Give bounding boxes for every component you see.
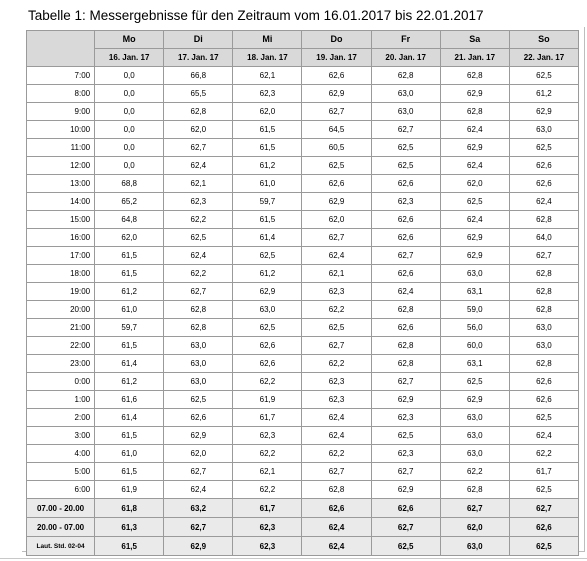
measurement-cell: 62,4 <box>371 283 440 301</box>
table-row <box>27 265 579 283</box>
measurement-cell: 61,2 <box>95 373 164 391</box>
measurement-cell: 62,6 <box>509 373 578 391</box>
table-row <box>27 409 579 427</box>
table-row <box>27 463 579 481</box>
day-name: So <box>509 31 578 49</box>
measurement-cell: 62,8 <box>371 355 440 373</box>
measurement-cell: 62,5 <box>509 67 578 85</box>
measurement-cell: 61,5 <box>233 139 302 157</box>
measurement-cell: 62,5 <box>440 373 509 391</box>
measurement-cell: 62,5 <box>233 319 302 337</box>
measurement-cell: 61,7 <box>233 409 302 427</box>
measurement-cell: 61,0 <box>95 445 164 463</box>
summary-cell: 61,3 <box>95 518 164 537</box>
day-date: 17. Jan. 17 <box>164 49 233 67</box>
summary-cell: 62,5 <box>371 537 440 556</box>
measurement-table <box>26 30 579 556</box>
hour-label: 7:00 <box>27 67 95 85</box>
measurement-cell: 63,0 <box>440 409 509 427</box>
measurement-cell: 62,4 <box>509 427 578 445</box>
measurement-cell: 62,1 <box>302 265 371 283</box>
measurement-cell: 62,8 <box>509 283 578 301</box>
hour-label: 15:00 <box>27 211 95 229</box>
measurement-cell: 62,6 <box>371 319 440 337</box>
measurement-cell: 62,9 <box>233 283 302 301</box>
measurement-cell: 62,1 <box>233 67 302 85</box>
measurement-cell: 62,3 <box>371 193 440 211</box>
measurement-cell: 62,9 <box>302 193 371 211</box>
hour-label: 22:00 <box>27 337 95 355</box>
hour-label: 12:00 <box>27 157 95 175</box>
header-row-dates <box>27 49 579 67</box>
measurement-cell: 62,4 <box>302 409 371 427</box>
measurement-cell: 63,1 <box>440 355 509 373</box>
summary-cell: 62,6 <box>509 518 578 537</box>
measurement-cell: 62,2 <box>302 355 371 373</box>
measurement-cell: 59,7 <box>233 193 302 211</box>
day-date: 21. Jan. 17 <box>440 49 509 67</box>
measurement-cell: 66,8 <box>164 67 233 85</box>
measurement-cell: 62,0 <box>95 229 164 247</box>
hour-label: 19:00 <box>27 283 95 301</box>
hour-label: 6:00 <box>27 481 95 499</box>
measurement-cell: 62,8 <box>440 67 509 85</box>
measurement-cell: 56,0 <box>440 319 509 337</box>
measurement-cell: 62,9 <box>440 391 509 409</box>
measurement-cell: 63,0 <box>371 85 440 103</box>
measurement-cell: 62,8 <box>164 103 233 121</box>
hour-label: 14:00 <box>27 193 95 211</box>
measurement-cell: 62,8 <box>371 67 440 85</box>
hour-label: 16:00 <box>27 229 95 247</box>
measurement-cell: 62,3 <box>302 373 371 391</box>
hour-label: 5:00 <box>27 463 95 481</box>
summary-label: 20.00 - 07.00 <box>27 518 95 537</box>
table-row <box>27 139 579 157</box>
measurement-cell: 61,0 <box>95 301 164 319</box>
measurement-cell: 62,3 <box>233 427 302 445</box>
measurement-cell: 61,4 <box>95 355 164 373</box>
day-date: 16. Jan. 17 <box>95 49 164 67</box>
table-row <box>27 481 579 499</box>
summary-cell: 62,7 <box>164 518 233 537</box>
measurement-cell: 62,2 <box>302 301 371 319</box>
measurement-cell: 62,7 <box>371 121 440 139</box>
measurement-cell: 61,0 <box>233 175 302 193</box>
measurement-cell: 62,0 <box>233 103 302 121</box>
summary-cell: 62,4 <box>302 537 371 556</box>
measurement-cell: 62,4 <box>302 247 371 265</box>
summary-cell: 62,7 <box>371 518 440 537</box>
measurement-cell: 62,0 <box>302 211 371 229</box>
summary-row <box>27 537 579 556</box>
measurement-cell: 62,2 <box>302 445 371 463</box>
hour-label: 0:00 <box>27 373 95 391</box>
hour-label: 3:00 <box>27 427 95 445</box>
table-row <box>27 103 579 121</box>
measurement-cell: 62,4 <box>164 157 233 175</box>
measurement-cell: 62,8 <box>164 301 233 319</box>
measurement-cell: 0,0 <box>95 103 164 121</box>
measurement-cell: 62,7 <box>302 337 371 355</box>
hour-label: 1:00 <box>27 391 95 409</box>
measurement-cell: 62,5 <box>371 427 440 445</box>
measurement-cell: 65,5 <box>164 85 233 103</box>
table-row <box>27 157 579 175</box>
measurement-cell: 61,5 <box>233 121 302 139</box>
measurement-cell: 62,9 <box>440 85 509 103</box>
hour-label: 9:00 <box>27 103 95 121</box>
day-name: Do <box>302 31 371 49</box>
measurement-cell: 61,2 <box>233 157 302 175</box>
summary-label: Laut. Std. 02-04 <box>27 537 95 556</box>
measurement-cell: 60,5 <box>302 139 371 157</box>
measurement-cell: 63,0 <box>509 121 578 139</box>
measurement-cell: 62,8 <box>302 481 371 499</box>
table-row <box>27 247 579 265</box>
measurement-cell: 62,7 <box>371 373 440 391</box>
measurement-cell: 63,0 <box>440 445 509 463</box>
day-name: Di <box>164 31 233 49</box>
summary-cell: 62,6 <box>371 499 440 518</box>
table-row <box>27 301 579 319</box>
summary-cell: 62,7 <box>440 499 509 518</box>
summary-cell: 62,7 <box>509 499 578 518</box>
measurement-cell: 0,0 <box>95 67 164 85</box>
measurement-cell: 62,0 <box>440 175 509 193</box>
measurement-cell: 65,2 <box>95 193 164 211</box>
measurement-cell: 62,5 <box>371 157 440 175</box>
summary-cell: 62,5 <box>509 537 578 556</box>
measurement-cell: 62,4 <box>302 427 371 445</box>
measurement-cell: 63,1 <box>440 283 509 301</box>
measurement-cell: 62,0 <box>164 445 233 463</box>
measurement-cell: 62,2 <box>233 373 302 391</box>
measurement-cell: 63,0 <box>440 427 509 445</box>
measurement-cell: 60,0 <box>440 337 509 355</box>
table-caption: Tabelle 1: Messergebnisse für den Zeitraum vom 16.01.2017 bis 22.01.2017 <box>28 8 484 23</box>
measurement-cell: 61,7 <box>509 463 578 481</box>
measurement-cell: 62,6 <box>509 157 578 175</box>
measurement-cell: 63,0 <box>164 373 233 391</box>
page-divider <box>0 558 587 559</box>
measurement-cell: 63,0 <box>164 355 233 373</box>
measurement-cell: 62,5 <box>509 139 578 157</box>
measurement-cell: 62,9 <box>371 391 440 409</box>
measurement-cell: 61,5 <box>95 247 164 265</box>
measurement-cell: 64,5 <box>302 121 371 139</box>
measurement-cell: 0,0 <box>95 121 164 139</box>
measurement-cell: 61,5 <box>233 211 302 229</box>
measurement-cell: 62,1 <box>164 175 233 193</box>
measurement-cell: 61,4 <box>233 229 302 247</box>
measurement-cell: 0,0 <box>95 85 164 103</box>
measurement-cell: 62,6 <box>371 229 440 247</box>
measurement-cell: 62,4 <box>440 211 509 229</box>
summary-cell: 61,7 <box>233 499 302 518</box>
table-row <box>27 229 579 247</box>
measurement-cell: 62,8 <box>440 103 509 121</box>
measurement-cell: 62,5 <box>302 319 371 337</box>
measurement-cell: 62,9 <box>440 139 509 157</box>
measurement-cell: 63,0 <box>371 103 440 121</box>
measurement-cell: 62,4 <box>440 121 509 139</box>
measurement-cell: 62,3 <box>371 409 440 427</box>
table-row <box>27 67 579 85</box>
hour-label: 21:00 <box>27 319 95 337</box>
table-row <box>27 121 579 139</box>
summary-cell: 62,0 <box>440 518 509 537</box>
measurement-cell: 62,5 <box>164 229 233 247</box>
measurement-cell: 61,2 <box>509 85 578 103</box>
measurement-cell: 62,4 <box>440 157 509 175</box>
measurement-cell: 63,0 <box>440 265 509 283</box>
hour-label: 11:00 <box>27 139 95 157</box>
measurement-cell: 62,6 <box>164 409 233 427</box>
measurement-cell: 62,3 <box>371 445 440 463</box>
measurement-cell: 62,5 <box>509 409 578 427</box>
measurement-cell: 61,2 <box>95 283 164 301</box>
measurement-cell: 62,3 <box>233 85 302 103</box>
measurement-cell: 61,6 <box>95 391 164 409</box>
measurement-cell: 62,6 <box>233 355 302 373</box>
table-row <box>27 391 579 409</box>
header-row-days <box>27 31 579 49</box>
measurement-cell: 68,8 <box>95 175 164 193</box>
table-row <box>27 337 579 355</box>
measurement-cell: 62,6 <box>302 175 371 193</box>
hour-label: 8:00 <box>27 85 95 103</box>
measurement-cell: 61,9 <box>95 481 164 499</box>
measurement-cell: 62,0 <box>164 121 233 139</box>
summary-cell: 61,5 <box>95 537 164 556</box>
measurement-cell: 62,9 <box>509 103 578 121</box>
measurement-cell: 62,7 <box>164 283 233 301</box>
day-name: Mi <box>233 31 302 49</box>
measurement-cell: 62,6 <box>371 175 440 193</box>
measurement-cell: 62,7 <box>302 103 371 121</box>
measurement-cell: 63,0 <box>233 301 302 319</box>
measurement-cell: 61,5 <box>95 337 164 355</box>
day-name: Sa <box>440 31 509 49</box>
measurement-cell: 61,2 <box>233 265 302 283</box>
hour-label: 23:00 <box>27 355 95 373</box>
measurement-cell: 62,5 <box>164 391 233 409</box>
measurement-cell: 62,7 <box>302 463 371 481</box>
measurement-cell: 62,6 <box>371 211 440 229</box>
day-date: 22. Jan. 17 <box>509 49 578 67</box>
hour-label: 17:00 <box>27 247 95 265</box>
measurement-cell: 62,5 <box>509 481 578 499</box>
measurement-cell: 62,2 <box>233 445 302 463</box>
measurement-cell: 61,9 <box>233 391 302 409</box>
measurement-cell: 62,8 <box>371 301 440 319</box>
table-row <box>27 445 579 463</box>
summary-cell: 62,9 <box>164 537 233 556</box>
measurement-cell: 62,7 <box>302 229 371 247</box>
hour-label: 18:00 <box>27 265 95 283</box>
measurement-cell: 64,0 <box>509 229 578 247</box>
summary-cell: 63,0 <box>440 537 509 556</box>
measurement-cell: 62,8 <box>509 301 578 319</box>
table-row <box>27 355 579 373</box>
summary-cell: 62,6 <box>302 499 371 518</box>
measurement-cell: 63,0 <box>509 337 578 355</box>
table-row <box>27 427 579 445</box>
measurement-cell: 62,8 <box>509 211 578 229</box>
table-row <box>27 373 579 391</box>
measurement-cell: 62,2 <box>164 265 233 283</box>
day-name: Fr <box>371 31 440 49</box>
measurement-cell: 62,7 <box>371 463 440 481</box>
measurement-cell: 62,8 <box>440 481 509 499</box>
measurement-cell: 62,9 <box>164 427 233 445</box>
measurement-cell: 61,4 <box>95 409 164 427</box>
measurement-cell: 62,5 <box>440 193 509 211</box>
measurement-cell: 62,7 <box>164 463 233 481</box>
day-name: Mo <box>95 31 164 49</box>
day-date: 20. Jan. 17 <box>371 49 440 67</box>
table-row <box>27 283 579 301</box>
measurement-cell: 62,4 <box>164 481 233 499</box>
summary-rows <box>27 499 579 556</box>
hourly-rows <box>27 67 579 499</box>
measurement-cell: 62,9 <box>302 85 371 103</box>
measurement-cell: 64,8 <box>95 211 164 229</box>
table-row <box>27 319 579 337</box>
summary-label: 07.00 - 20.00 <box>27 499 95 518</box>
day-date: 18. Jan. 17 <box>233 49 302 67</box>
summary-cell: 62,3 <box>233 518 302 537</box>
measurement-cell: 62,6 <box>509 175 578 193</box>
measurement-cell: 62,2 <box>440 463 509 481</box>
measurement-cell: 62,3 <box>302 283 371 301</box>
hour-label: 10:00 <box>27 121 95 139</box>
measurement-cell: 59,0 <box>440 301 509 319</box>
measurement-cell: 62,3 <box>164 193 233 211</box>
table-row <box>27 211 579 229</box>
summary-cell: 62,3 <box>233 537 302 556</box>
hour-label: 20:00 <box>27 301 95 319</box>
measurement-cell: 62,8 <box>371 337 440 355</box>
table-row <box>27 85 579 103</box>
table-header <box>27 31 579 67</box>
summary-cell: 61,8 <box>95 499 164 518</box>
measurement-cell: 62,7 <box>509 247 578 265</box>
measurement-cell: 0,0 <box>95 139 164 157</box>
measurement-cell: 62,8 <box>509 355 578 373</box>
measurement-cell: 62,4 <box>509 193 578 211</box>
measurement-cell: 62,7 <box>164 139 233 157</box>
measurement-cell: 61,5 <box>95 265 164 283</box>
measurement-cell: 62,6 <box>371 265 440 283</box>
measurement-cell: 62,7 <box>371 247 440 265</box>
measurement-cell: 61,5 <box>95 463 164 481</box>
measurement-cell: 0,0 <box>95 157 164 175</box>
measurement-cell: 62,2 <box>233 481 302 499</box>
measurement-cell: 62,9 <box>440 247 509 265</box>
measurement-cell: 63,0 <box>164 337 233 355</box>
summary-cell: 62,4 <box>302 518 371 537</box>
measurement-cell: 63,0 <box>509 319 578 337</box>
measurement-cell: 62,6 <box>302 67 371 85</box>
measurement-cell: 62,1 <box>233 463 302 481</box>
measurement-cell: 62,6 <box>233 337 302 355</box>
hour-label: 13:00 <box>27 175 95 193</box>
measurement-cell: 62,8 <box>164 319 233 337</box>
hour-label: 4:00 <box>27 445 95 463</box>
measurement-cell: 61,5 <box>95 427 164 445</box>
measurement-cell: 62,5 <box>371 139 440 157</box>
summary-row <box>27 518 579 537</box>
measurement-cell: 62,2 <box>509 445 578 463</box>
measurement-cell: 62,5 <box>302 157 371 175</box>
measurement-cell: 62,4 <box>164 247 233 265</box>
measurement-cell: 59,7 <box>95 319 164 337</box>
table-row <box>27 193 579 211</box>
measurement-cell: 62,2 <box>164 211 233 229</box>
measurement-cell: 62,6 <box>509 391 578 409</box>
measurement-cell: 62,3 <box>302 391 371 409</box>
table-row <box>27 175 579 193</box>
hour-label: 2:00 <box>27 409 95 427</box>
measurement-cell: 62,5 <box>233 247 302 265</box>
measurement-cell: 62,8 <box>509 265 578 283</box>
measurement-cell: 62,9 <box>371 481 440 499</box>
header-corner <box>27 31 95 67</box>
day-date: 19. Jan. 17 <box>302 49 371 67</box>
summary-cell: 63,2 <box>164 499 233 518</box>
measurement-cell: 62,9 <box>440 229 509 247</box>
summary-row <box>27 499 579 518</box>
